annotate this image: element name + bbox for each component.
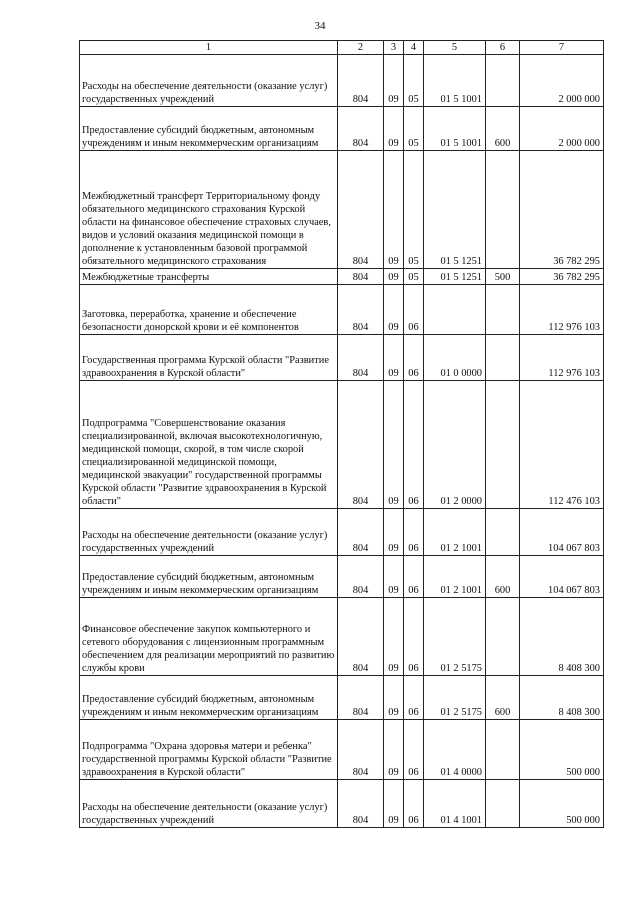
subsection-code: 06 <box>404 556 424 598</box>
section-code: 09 <box>384 676 404 720</box>
expense-type-code <box>486 55 520 107</box>
column-header: 4 <box>404 41 424 55</box>
expense-name: Предоставление субсидий бюджетным, автономным учреждениям и иным некоммерческим организациям <box>80 676 338 720</box>
target-code: 01 2 1001 <box>424 556 486 598</box>
target-code: 01 4 0000 <box>424 720 486 780</box>
ministry-code: 804 <box>338 509 384 556</box>
ministry-code: 804 <box>338 55 384 107</box>
ministry-code: 804 <box>338 556 384 598</box>
expense-type-code <box>486 509 520 556</box>
expense-name: Государственная программа Курской области "Развитие здравоохранения в Курской области" <box>80 335 338 381</box>
section-code: 09 <box>384 556 404 598</box>
amount: 112 976 103 <box>520 335 604 381</box>
table-row <box>80 107 604 151</box>
ministry-code: 804 <box>338 151 384 269</box>
column-header: 7 <box>520 41 604 55</box>
ministry-code: 804 <box>338 269 384 285</box>
section-code: 09 <box>384 509 404 556</box>
expense-name: Межбюджетные трансферты <box>80 269 338 285</box>
expense-type-code: 600 <box>486 556 520 598</box>
section-code: 09 <box>384 598 404 676</box>
subsection-code: 06 <box>404 335 424 381</box>
expense-name: Предоставление субсидий бюджетным, автономным учреждениям и иным некоммерческим организациям <box>80 107 338 151</box>
section-code: 09 <box>384 381 404 509</box>
section-code: 09 <box>384 107 404 151</box>
subsection-code: 06 <box>404 598 424 676</box>
expense-name: Межбюджетный трансферт Территориальному фонду обязательного медицинского страхования Курской области на финансовое обеспечение страховых случаев, видов и условий оказания медицинской помощи в дополнение к установленным базовой программой обязательного медицинского страхования <box>80 151 338 269</box>
expense-name: Расходы на обеспечение деятельности (оказание услуг) государственных учреждений <box>80 55 338 107</box>
budget-table <box>79 40 604 828</box>
expense-type-code <box>486 151 520 269</box>
section-code: 09 <box>384 55 404 107</box>
target-code: 01 2 0000 <box>424 381 486 509</box>
amount: 2 000 000 <box>520 55 604 107</box>
expense-name: Предоставление субсидий бюджетным, автономным учреждениям и иным некоммерческим организациям <box>80 556 338 598</box>
expense-type-code: 600 <box>486 676 520 720</box>
expense-name: Подпрограмма "Совершенствование оказания специализированной, включая высокотехнологичную, медицинской помощи, скорой, в том числе скорой специализированной медицинской помощи, медицинской эвакуации" государственной программы Курской области "Развитие здравоохранения в Курской области" <box>80 381 338 509</box>
amount: 36 782 295 <box>520 151 604 269</box>
table-row <box>80 676 604 720</box>
expense-type-code <box>486 780 520 828</box>
target-code: 01 5 1251 <box>424 151 486 269</box>
amount: 112 476 103 <box>520 381 604 509</box>
table-row <box>80 556 604 598</box>
expense-name: Финансовое обеспечение закупок компьютерного и сетевого оборудования с лицензионным программным обеспечением для реализации мероприятий по развитию службы крови <box>80 598 338 676</box>
subsection-code: 05 <box>404 107 424 151</box>
expense-name: Подпрограмма "Охрана здоровья матери и ребенка" государственной программы Курской области "Развитие здравоохранения в Курской области" <box>80 720 338 780</box>
section-code: 09 <box>384 285 404 335</box>
subsection-code: 05 <box>404 151 424 269</box>
section-code: 09 <box>384 269 404 285</box>
amount: 104 067 803 <box>520 509 604 556</box>
target-code: 01 4 1001 <box>424 780 486 828</box>
column-header: 5 <box>424 41 486 55</box>
section-code: 09 <box>384 151 404 269</box>
amount: 2 000 000 <box>520 107 604 151</box>
table-row <box>80 285 604 335</box>
table-row <box>80 598 604 676</box>
target-code: 01 0 0000 <box>424 335 486 381</box>
ministry-code: 804 <box>338 598 384 676</box>
expense-type-code <box>486 720 520 780</box>
section-code: 09 <box>384 780 404 828</box>
subsection-code: 06 <box>404 285 424 335</box>
subsection-code: 06 <box>404 676 424 720</box>
table-row <box>80 381 604 509</box>
column-header: 1 <box>80 41 338 55</box>
page-number: 34 <box>314 20 326 32</box>
amount: 500 000 <box>520 720 604 780</box>
ministry-code: 804 <box>338 381 384 509</box>
table-row <box>80 269 604 285</box>
target-code: 01 2 5175 <box>424 598 486 676</box>
subsection-code: 06 <box>404 381 424 509</box>
amount: 112 976 103 <box>520 285 604 335</box>
table-row <box>80 55 604 107</box>
expense-type-code <box>486 381 520 509</box>
ministry-code: 804 <box>338 780 384 828</box>
table-row <box>80 151 604 269</box>
ministry-code: 804 <box>338 107 384 151</box>
target-code: 01 5 1001 <box>424 107 486 151</box>
column-header: 2 <box>338 41 384 55</box>
amount: 8 408 300 <box>520 676 604 720</box>
column-header: 6 <box>486 41 520 55</box>
table-row <box>80 335 604 381</box>
target-code <box>424 285 486 335</box>
table-row <box>80 720 604 780</box>
ministry-code: 804 <box>338 720 384 780</box>
section-code: 09 <box>384 335 404 381</box>
amount: 8 408 300 <box>520 598 604 676</box>
target-code: 01 5 1251 <box>424 269 486 285</box>
subsection-code: 06 <box>404 780 424 828</box>
subsection-code: 05 <box>404 55 424 107</box>
expense-type-code <box>486 335 520 381</box>
expense-type-code: 600 <box>486 107 520 151</box>
expense-type-code <box>486 598 520 676</box>
expense-name: Заготовка, переработка, хранение и обеспечение безопасности донорской крови и её компонентов <box>80 285 338 335</box>
subsection-code: 06 <box>404 509 424 556</box>
column-header: 3 <box>384 41 404 55</box>
amount: 36 782 295 <box>520 269 604 285</box>
table-row <box>80 780 604 828</box>
target-code: 01 2 5175 <box>424 676 486 720</box>
expense-name: Расходы на обеспечение деятельности (оказание услуг) государственных учреждений <box>80 509 338 556</box>
target-code: 01 5 1001 <box>424 55 486 107</box>
target-code: 01 2 1001 <box>424 509 486 556</box>
expense-type-code <box>486 285 520 335</box>
section-code: 09 <box>384 720 404 780</box>
subsection-code: 06 <box>404 720 424 780</box>
ministry-code: 804 <box>338 335 384 381</box>
ministry-code: 804 <box>338 676 384 720</box>
table-row <box>80 509 604 556</box>
amount: 104 067 803 <box>520 556 604 598</box>
table-header-row <box>80 41 604 55</box>
amount: 500 000 <box>520 780 604 828</box>
expense-name: Расходы на обеспечение деятельности (оказание услуг) государственных учреждений <box>80 780 338 828</box>
subsection-code: 05 <box>404 269 424 285</box>
expense-type-code: 500 <box>486 269 520 285</box>
ministry-code: 804 <box>338 285 384 335</box>
